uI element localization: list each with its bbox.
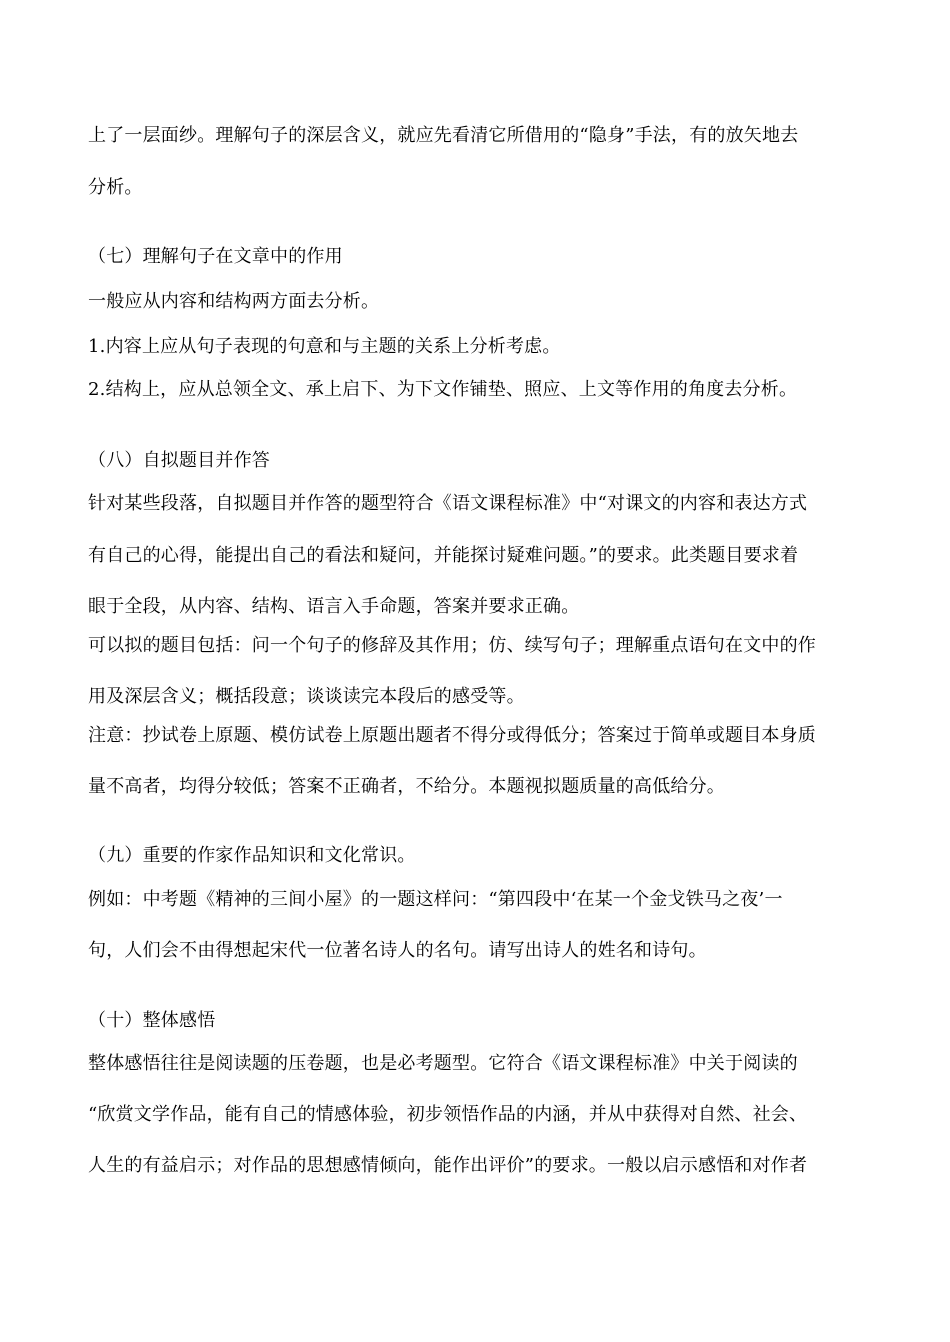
paragraph-line: 注意：抄试卷上原题、模仿试卷上原题出题者不得分或得低分；答案过于简单或题目本身质 (88, 725, 816, 746)
paragraph-line: 人生的有益启示；对作品的思想感情倾向，能作出评价”的要求。一般以启示感悟和对作者 (88, 1155, 808, 1176)
section-heading-8: （八）自拟题目并作答 (88, 450, 270, 471)
paragraph-line: 针对某些段落，自拟题目并作答的题型符合《语文课程标准》中“对课文的内容和表达方式 (88, 493, 808, 514)
section-heading-10: （十）整体感悟 (88, 1010, 216, 1031)
paragraph-line: 上了一层面纱。理解句子的深层含义，就应先看清它所借用的“隐身”手法，有的放矢地去 (88, 125, 799, 146)
paragraph-line: 量不高者，均得分较低；答案不正确者，不给分。本题视拟题质量的高低给分。 (88, 776, 725, 797)
paragraph-line: 一般应从内容和结构两方面去分析。 (88, 291, 380, 312)
list-item: 1.内容上应从句子表现的句意和与主题的关系上分析考虑。 (88, 336, 561, 357)
list-item: 2.结构上，应从总领全文、承上启下、为下文作铺垫、照应、上文等作用的角度去分析。 (88, 379, 798, 400)
paragraph-line: 句，人们会不由得想起宋代一位著名诗人的名句。请写出诗人的姓名和诗句。 (88, 940, 707, 961)
section-heading-7: （七）理解句子在文章中的作用 (88, 246, 343, 267)
paragraph-line: “欣赏文学作品，能有自己的情感体验，初步领悟作品的内涵，并从中获得对自然、社会、 (88, 1104, 808, 1125)
paragraph-line: 有自己的心得，能提出自己的看法和疑问，并能探讨疑难问题。”的要求。此类题目要求着 (88, 545, 799, 566)
paragraph-line: 用及深层含义；概括段意；谈谈读完本段后的感受等。 (88, 686, 525, 707)
paragraph-line: 分析。 (88, 177, 143, 198)
paragraph-line: 可以拟的题目包括：问一个句子的修辞及其作用；仿、续写句子；理解重点语句在文中的作 (88, 635, 816, 656)
paragraph-line: 例如：中考题《精神的三间小屋》的一题这样问：“第四段中‘在某一个金戈铁马之夜’一 (88, 889, 783, 910)
paragraph-line: 整体感悟往往是阅读题的压卷题，也是必考题型。它符合《语文课程标准》中关于阅读的 (88, 1053, 798, 1074)
section-heading-9: （九）重要的作家作品知识和文化常识。 (88, 845, 416, 866)
paragraph-line: 眼于全段，从内容、结构、语言入手命题，答案并要求正确。 (88, 596, 580, 617)
